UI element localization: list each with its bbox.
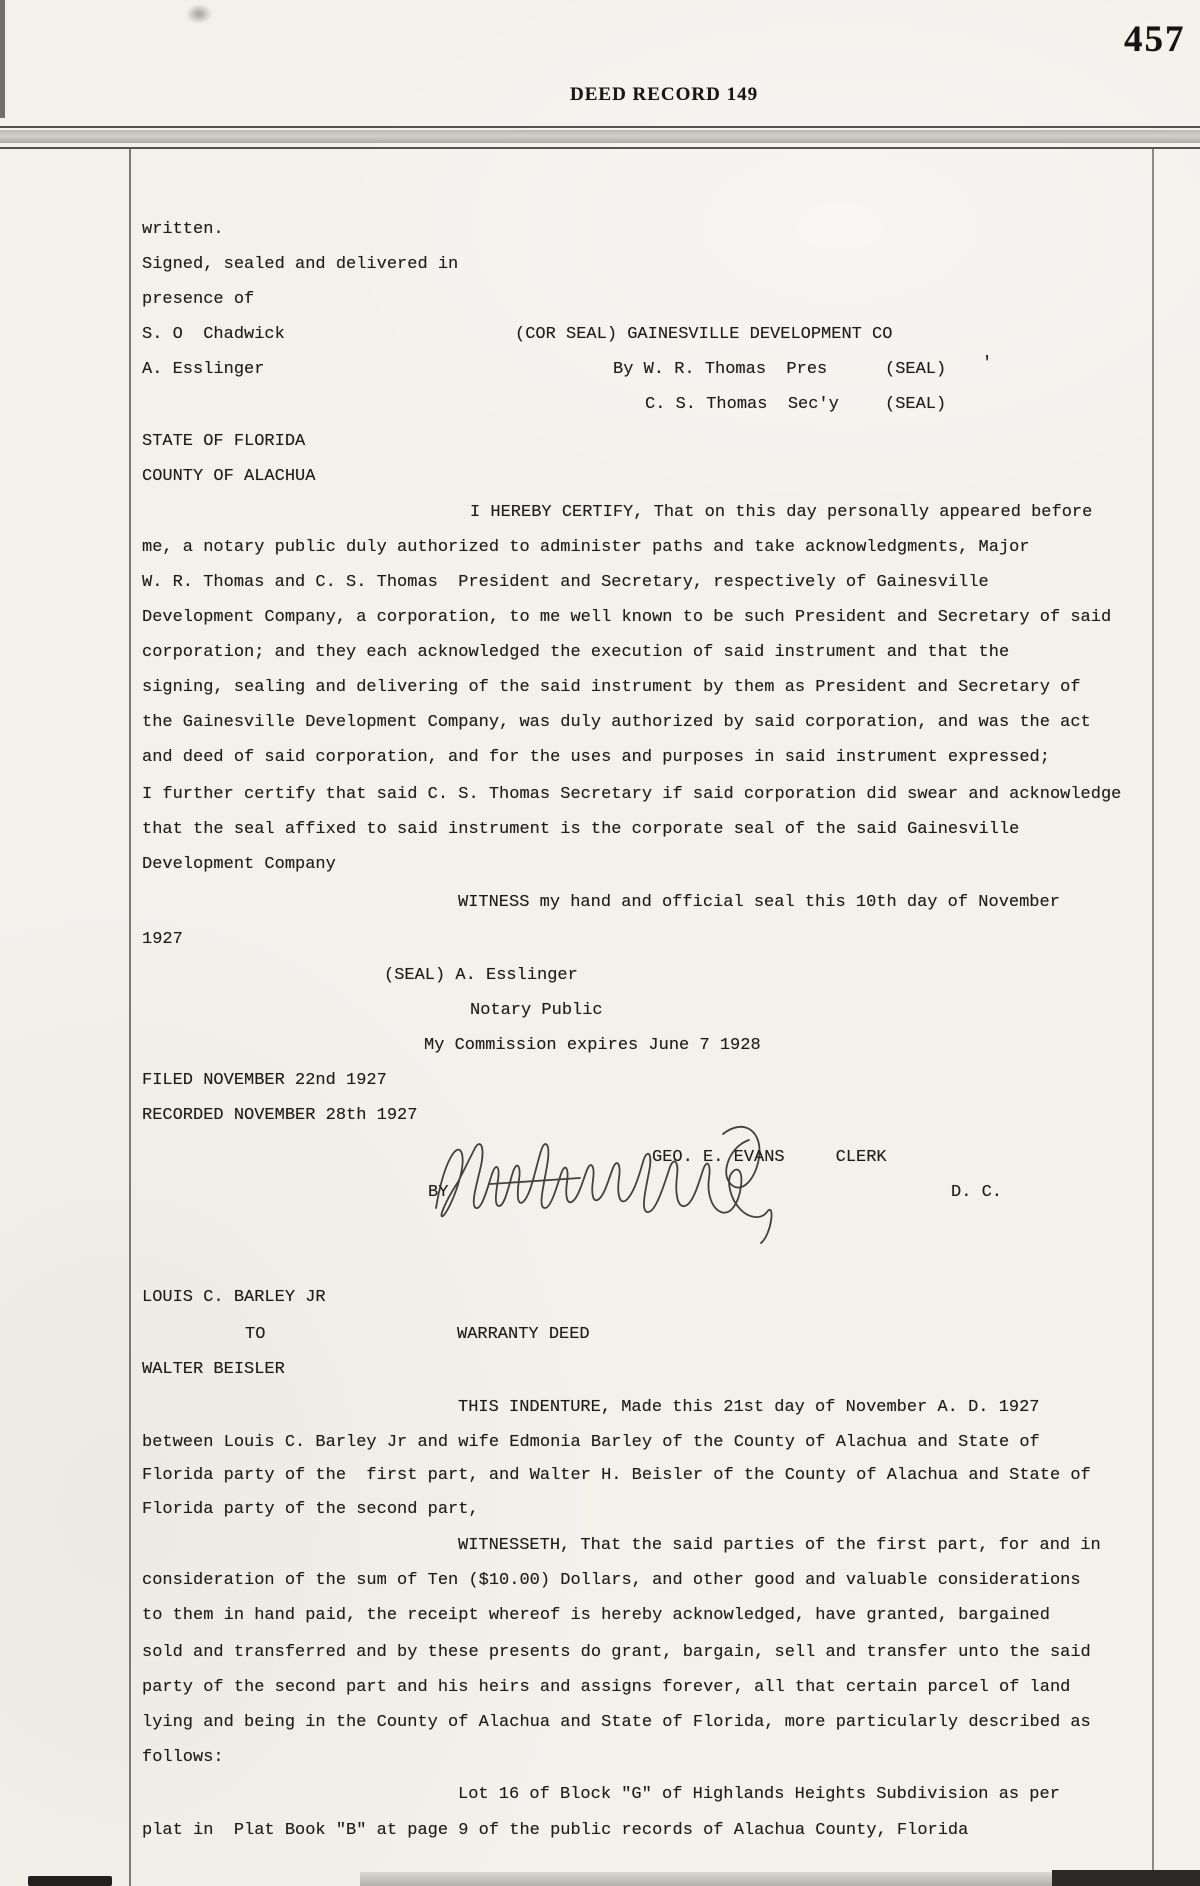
- typewriter-line: BY: [428, 1183, 449, 1202]
- typewriter-line: GEO. E. EVANS CLERK: [652, 1148, 887, 1167]
- typewriter-line: and deed of said corporation, and for the uses and purposes in said instrument expressed;: [142, 748, 1050, 767]
- typewriter-line: D. C.: [951, 1183, 1003, 1202]
- typewriter-line: lying and being in the County of Alachua and State of Florida, more particularly described as: [142, 1713, 1091, 1732]
- typewriter-line: 1927: [142, 930, 183, 949]
- typewriter-line: WARRANTY DEED: [457, 1325, 590, 1344]
- typewriter-line: the Gainesville Development Company, was duly authorized by said corporation, and was the act: [142, 713, 1091, 732]
- typewriter-line: me, a notary public duly authorized to administer paths and take acknowledgments, Major: [142, 538, 1030, 557]
- typewriter-line: presence of: [142, 290, 255, 309]
- typewriter-line: between Louis C. Barley Jr and wife Edmonia Barley of the County of Alachua and State of: [142, 1433, 1040, 1452]
- typewriter-line: WALTER BEISLER: [142, 1360, 285, 1379]
- page-number: 457: [1124, 19, 1186, 60]
- typewriter-line: party of the second part and his heirs and assigns forever, all that certain parcel of land: [142, 1678, 1071, 1697]
- typewriter-line: consideration of the sum of Ten ($10.00) Dollars, and other good and valuable considerations: [142, 1571, 1081, 1590]
- typewriter-line: (SEAL) A. Esslinger: [384, 966, 578, 985]
- typewriter-line: FILED NOVEMBER 22nd 1927: [142, 1071, 387, 1090]
- running-header: DEED RECORD 149: [570, 84, 759, 105]
- typewriter-line: follows:: [142, 1748, 224, 1767]
- typewriter-line: THIS INDENTURE, Made this 21st day of November A. D. 1927: [458, 1398, 1040, 1417]
- typewriter-line: By W. R. Thomas Pres: [613, 360, 828, 379]
- typewriter-line: written.: [142, 220, 224, 239]
- typewriter-line: C. S. Thomas Sec'y: [645, 395, 839, 414]
- typewriter-line: Notary Public: [470, 1001, 603, 1020]
- typewriter-line: Lot 16 of Block "G" of Highlands Heights Subdivision as per: [458, 1785, 1060, 1804]
- typewriter-line: WITNESSETH, That the said parties of the first part, for and in: [458, 1536, 1101, 1555]
- typewriter-line: sold and transferred and by these presents do grant, bargain, sell and transfer unto the said: [142, 1643, 1091, 1662]
- typewriter-line: (COR SEAL) GAINESVILLE DEVELOPMENT CO: [515, 325, 893, 344]
- typewriter-line: corporation; and they each acknowledged the execution of said instrument and that the: [142, 643, 1010, 662]
- typewriter-line: A. Esslinger: [142, 360, 265, 379]
- typewriter-line: (SEAL): [885, 360, 947, 379]
- typewriter-line: TO: [245, 1325, 266, 1344]
- typewriter-line: S. O Chadwick: [142, 325, 285, 344]
- typewriter-line: STATE OF FLORIDA: [142, 432, 306, 451]
- typewriter-line: W. R. Thomas and C. S. Thomas President and Secretary, respectively of Gainesville: [142, 573, 989, 592]
- typewriter-line: Signed, sealed and delivered in: [142, 255, 459, 274]
- typewriter-line: Development Company: [142, 855, 336, 874]
- typewriter-line: My Commission expires June 7 1928: [424, 1036, 761, 1055]
- typewriter-line: that the seal affixed to said instrument is the corporate seal of the said Gainesville: [142, 820, 1020, 839]
- typewriter-line: Florida party of the first part, and Walter H. Beisler of the County of Alachua and State of: [142, 1466, 1091, 1485]
- typewriter-line: WITNESS my hand and official seal this 10th day of November: [458, 893, 1060, 912]
- typewriter-line: LOUIS C. BARLEY JR: [142, 1288, 326, 1307]
- typewriter-line: signing, sealing and delivering of the said instrument by them as President and Secretary of: [142, 678, 1081, 697]
- typewriter-line: (SEAL): [885, 395, 947, 414]
- typewriter-line: I HEREBY CERTIFY, That on this day personally appeared before: [470, 503, 1093, 522]
- typewriter-line: I further certify that said C. S. Thomas Secretary if said corporation did swear and acknowledge: [142, 785, 1122, 804]
- typewriter-line: ': [982, 354, 993, 373]
- clerk-signature: [428, 1122, 848, 1247]
- typewriter-line: Development Company, a corporation, to me well known to be such President and Secretary of said: [142, 608, 1112, 627]
- typewriter-line: RECORDED NOVEMBER 28th 1927: [142, 1106, 418, 1125]
- typewriter-line: to them in hand paid, the receipt whereof is hereby acknowledged, have granted, bargained: [142, 1606, 1050, 1625]
- typewriter-line: Florida party of the second part,: [142, 1500, 479, 1519]
- typewriter-line: plat in Plat Book "B" at page 9 of the public records of Alachua County, Florida: [142, 1821, 969, 1840]
- typewriter-line: COUNTY OF ALACHUA: [142, 467, 316, 486]
